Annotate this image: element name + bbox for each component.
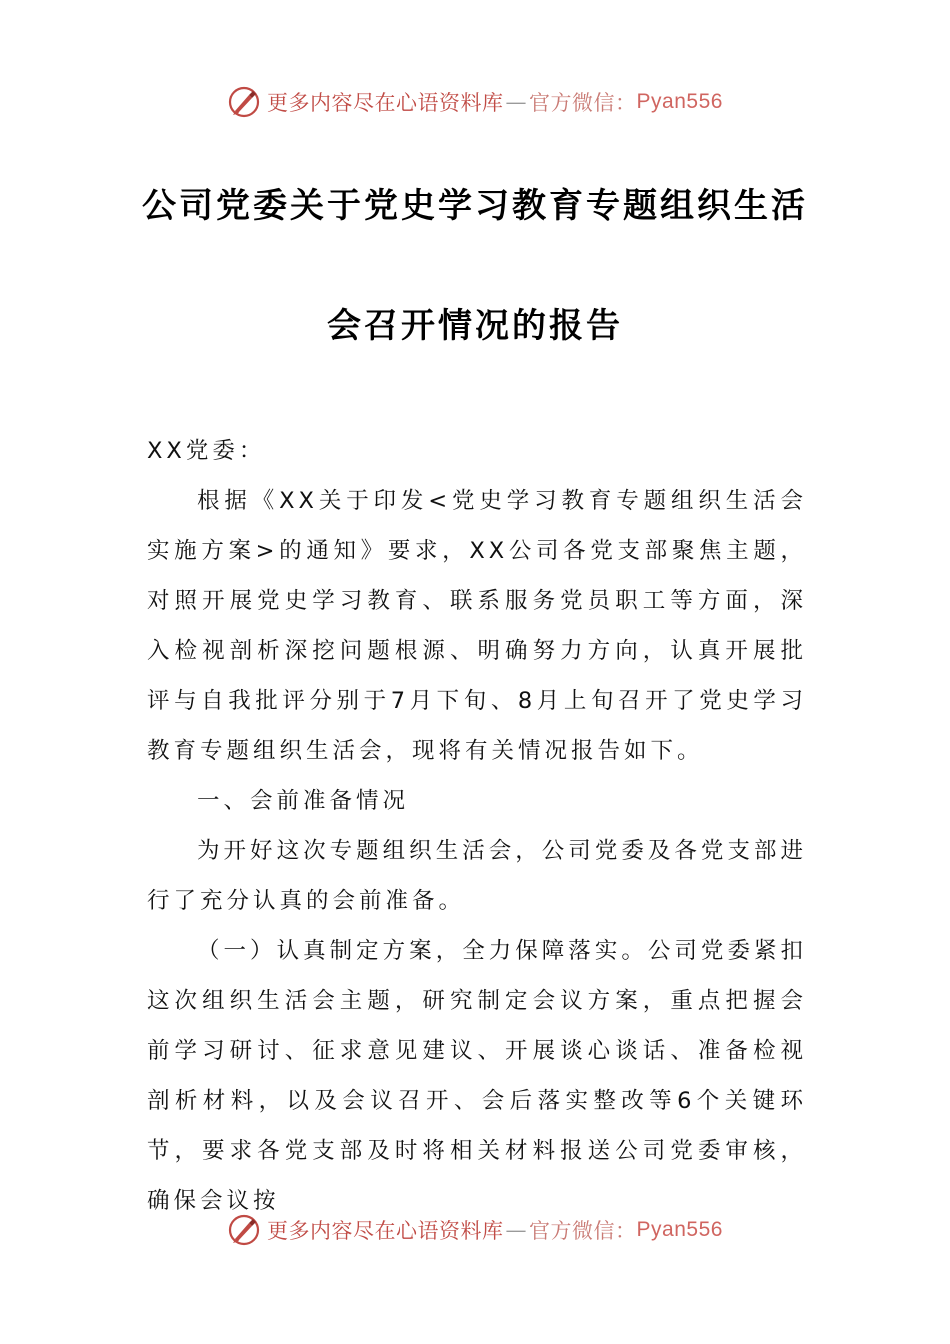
- section-heading-1: 一、会前准备情况: [197, 788, 410, 814]
- pen-circle-logo-icon: [227, 85, 261, 119]
- watermark-dash: —: [505, 1218, 528, 1242]
- header-watermark: [0, 82, 950, 122]
- footer-watermark: [0, 1210, 950, 1250]
- paragraph-prep: 为开好这次专题组织生活会，公司党委及各党支部进行了充分认真的会前准备。: [147, 838, 807, 914]
- watermark-dash: —: [505, 90, 528, 114]
- paragraph-plan: （一）认真制定方案，全力保障落实。公司党委紧扣这次组织生活会主题，研究制定会议方案，重点把握会前学习研讨、征求意见建议、开展谈心谈话、准备检视剖析材料，以及会议召开、会后落实整改等6个关键环节，要求各党支部及时将相关材料报送公司党委审核，确保会议按: [147, 938, 807, 1214]
- paragraph-intro: 根据《XX关于印发<党史学习教育专题组织生活会实施方案>的通知》要求，XX公司各党支部聚焦主题，对照开展党史学习教育、联系服务党员职工等方面，深入检视剖析深挖问题根源、明确努力方向，认真开展批评与自我批评分别于7月下旬、8月上旬召开了党史学习教育专题组织生活会，现将有关情况报告如下。: [147, 488, 807, 764]
- document-body: [147, 426, 807, 1226]
- watermark-main-text: 更多内容尽在心语资料库: [267, 91, 504, 115]
- watermark-sub-text: 官方微信：: [529, 1219, 637, 1243]
- pen-circle-logo-icon: [227, 1213, 261, 1247]
- document-title-line-2: 会召开情况的报告: [327, 306, 623, 346]
- salutation: XX党委：: [147, 438, 266, 464]
- watermark-wechat-id: Pyan556: [636, 1218, 723, 1241]
- watermark-main-text: 更多内容尽在心语资料库: [267, 1219, 504, 1243]
- watermark-sub-text: 官方微信：: [529, 91, 637, 115]
- document-title-line-1: 公司党委关于党史学习教育专题组织生活: [142, 186, 808, 226]
- watermark-wechat-id: Pyan556: [636, 90, 723, 113]
